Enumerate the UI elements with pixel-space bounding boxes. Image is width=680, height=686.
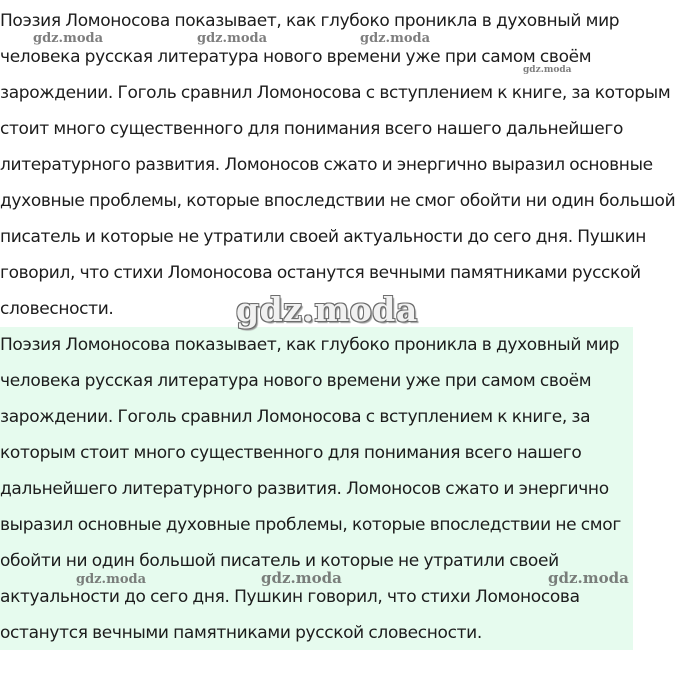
watermark: gdz.moda [261, 569, 342, 587]
text-line: выразил основные духовные проблемы, которые впоследствии не смог [0, 515, 621, 535]
text-line: актуальности до сего дня. Пушкин говорил, что стихи Ломоносова [0, 587, 580, 607]
text-line: которым стоит много существенного для понимания всего нашего [0, 443, 582, 463]
text-line: словесности. [0, 299, 114, 319]
watermark: gdz.moda [197, 31, 268, 46]
watermark: gdz.moda [548, 569, 629, 587]
paragraph-highlighted [0, 327, 632, 651]
text-line: говорил, что стихи Ломоносова останутся вечными памятниками русской [0, 263, 641, 283]
watermark: gdz.moda [76, 572, 147, 587]
text-line: человека русская литература нового времени уже при самом своём [0, 47, 592, 67]
text-line: стоит много существенного для понимания всего нашего дальнейшего [0, 119, 623, 139]
paragraph-original [0, 3, 680, 327]
watermark: gdz.moda [360, 31, 431, 46]
text-line: человека русская литература нового времени уже при самом своём [0, 371, 592, 391]
watermark: gdz.moda [523, 65, 572, 75]
text-line: Поэзия Ломоносова показывает, как глубоко проникла в духовный мир [0, 335, 620, 355]
text-line: обойти ни один большой писатель и которые не утратили своей [0, 551, 559, 571]
text-line: зарождении. Гоголь сравнил Ломоносова с вступлением к книге, за которым [0, 83, 671, 103]
text-line: останутся вечными памятниками русской словесности. [0, 623, 482, 643]
text-line: духовные проблемы, которые впоследствии не смог обойти ни один большой [0, 191, 676, 211]
text-line: Поэзия Ломоносова показывает, как глубоко проникла в духовный мир [0, 11, 620, 31]
text-line: литературного развития. Ломоносов сжато и энергично выразил основные [0, 155, 653, 175]
text-line: писатель и которые не утратили своей актуальности до сего дня. Пушкин [0, 227, 647, 247]
text-line: дальнейшего литературного развития. Ломоносов сжато и энергично [0, 479, 609, 499]
watermark: gdz.moda [33, 31, 104, 46]
watermark-large: gdz.moda [236, 290, 418, 329]
text-line: зарождении. Гоголь сравнил Ломоносова с вступлением к книге, за [0, 407, 591, 427]
